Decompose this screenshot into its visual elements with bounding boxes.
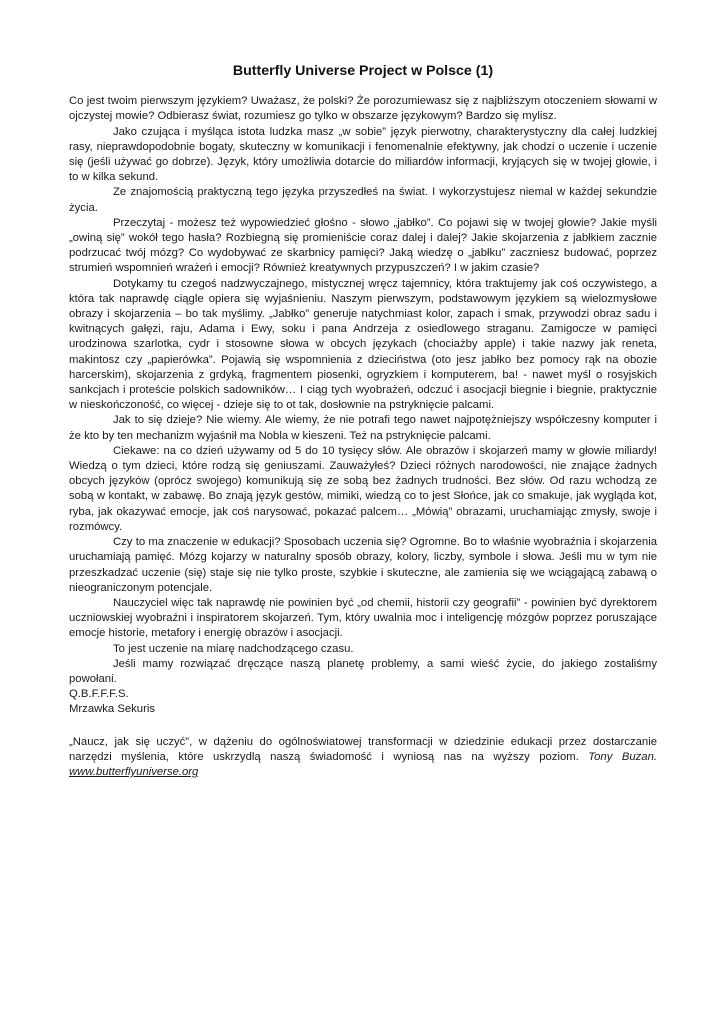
paragraph-10: To jest uczenie na miarę nadchodzącego czasu.	[113, 642, 354, 655]
paragraph-3: Ze znajomością praktyczną tego języka przyszedłeś na świat. I wykorzystujesz niemal w każdej sekundzie życia.	[69, 186, 657, 214]
document-title: Butterfly Universe Project w Polsce (1)	[232, 63, 494, 79]
paragraph-4: Przeczytaj - możesz też wypowiedzieć głośno - słowo „jabłko”. Co pojawi się w twojej głowie? Jakie myśli „owiną się” wokół tego hasła? Rozbiegną się promieniście coraz dalej i dalej? Jakie skojarzenia z jabłkiem zacznie podrzucać twój mózg? Co wydobywać ze skarbnicy pamięci? Jaką wiedzę o „jabłku” zaczniesz budować, poprzez strumień wspomnień wrażeń i emocji? Również kreatywnych przypuszczeń? I w jakim czasie?	[69, 216, 657, 275]
paragraph-1: Co jest twoim pierwszym językiem? Uważasz, że polski? Że porozumiewasz się z najbliższym otoczeniem słowami w ojczystej mowie? Odbierasz świat, rozumiesz go tylko w obszarze językowym? Bardzo się mylisz.	[69, 95, 657, 123]
document-page	[69, 64, 657, 780]
signature-code: Q.B.F.F.F.S.	[69, 688, 129, 701]
paragraph-6: Jak to się dzieje? Nie wiemy. Ale wiemy, że nie potrafi tego nawet najpotężniejszy współczesny komputer i że kto by ten mechanizm wyjaśnił ma Nobla w kieszeni. Też na pstryknięcie palcami.	[69, 414, 657, 442]
paragraph-8: Czy to ma znaczenie w edukacji? Sposobach uczenia się? Ogromne. Bo to właśnie wyobraźnia i skojarzenia uruchamiają pamięć. Mózg kojarzy w naturalny sposób obrazy, kolory, liczby, symbole i słowa. Jeśli mu w tym nie przeszkadzać uczenie (się) staje się nie tylko proste, szybkie i skuteczne, ale zamienia się we wciągającą zabawą o nieograniczonym potencjale.	[69, 536, 657, 594]
signature-name: Mrzawka Sekuris	[69, 703, 156, 716]
quote-author: Tony Buzan.	[588, 750, 658, 763]
paragraph-11: Jeśli mamy rozwiązać dręczące naszą planetę problemy, a sami wieść życie, do jakiego zostaliśmy powołani.	[69, 657, 657, 685]
closing-quote	[69, 735, 657, 781]
website-link[interactable]: www.butterflyuniverse.org	[69, 765, 199, 778]
quote-text: „Naucz, jak się uczyć”, w dążeniu do ogólnoświatowej transformacji w dziedzinie edukacji przez dostarczanie narzędzi myślenia, które uskrzydlą naszą świadomość i wyniosą nas na wyższy poziom.	[69, 735, 657, 763]
paragraph-2: Jako czująca i myśląca istota ludzka masz „w sobie” język pierwotny, charakterystyczny dla całej ludzkiej rasy, nieprawdopodobnie bogaty, skuteczny w komunikacji i fenomenalnie efektywny, jak chodzi o uczenie i uczenie się (jeśli używać go dobrze). Język, który umożliwia dotarcie do miliardów informacji, kryjących się w twojej głowie, i to w kilka sekund.	[69, 125, 657, 184]
paragraph-9: Nauczyciel więc tak naprawdę nie powinien być „od chemii, historii czy geografii” - powinien być dyrektorem uczniowskiej wyobraźni i inspiratorem skojarzeń. Tym, który uwalnia moc i inteligencję mózgów poprzez poruszające emocje historie, metafory i energię obrazów i asocjacji.	[69, 596, 657, 640]
paragraph-7: Ciekawe: na co dzień używamy od 5 do 10 tysięcy słów. Ale obrazów i skojarzeń mamy w głowie miliardy! Wiedzą o tym dzieci, które rodzą się geniuszami. Zauważyłeś? Dzieci różnych narodowości, nie znające żadnych obcych języków (oprócz swojego) komunikują się ze sobą bez żadnych trudności. Bez słów. Od razu wchodzą ze sobą w kontakt, w zabawę. Bo znają język gestów, mimiki, wiedzą co to jest Słońce, jak co smakuje, jak wygląda kot, ryba, jak okazywać emocje, jak coś narysować, pokazać palcem… „Mówią” obrazami, uruchamiając zmysły, swoje i rozmówcy.	[69, 444, 657, 533]
paragraph-5: Dotykamy tu czegoś nadzwyczajnego, mistycznej wręcz tajemnicy, która traktujemy jak coś oczywistego, a która tak naprawdę ciągle opiera się wyjaśnieniu. Naszym pierwszym, podstawowym językiem są wielozmysłowe obrazy i skojarzenia – bo tak myślimy. „Jabłko” generuje natychmiast kolor, zapach i smak, przywodzi obraz sadu i kwitnących gałęzi, raju, Adama i Ewy, soku i pana Andrzeja z osiedlowego straganu. Zamigocze w pamięci urodzinowa szarlotka, cydr i stosowne słowa w obcych językach (chociażby apple) i takie nazwy jak reneta, makintosz czy „papierówka”. Pojawią się wspomnienia z dzieciństwa (oto jesz jabłko bez pomocy rąk na obozie harcerskim), skojarzenia z grdyką, fragmentem piosenki, ogryzkiem i komputerem, ba! - nawet myśl o rosyjskich sankcjach i proteście polskich sadowników… I ciąg tych wyobrażeń, odczuć i asocjacji biegnie i biegnie, praktycznie w nieskończoność, co więcej - dzieje się to ot tak, dosłownie na pstryknięcie palcami.	[69, 277, 657, 412]
